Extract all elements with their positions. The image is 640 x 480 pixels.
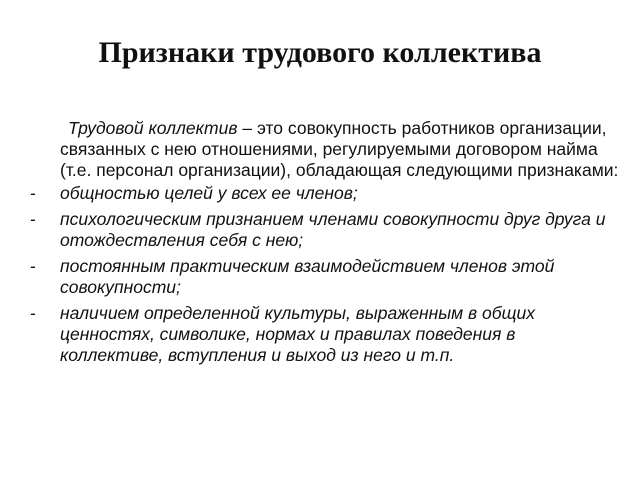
bullet-dash: - bbox=[30, 183, 36, 203]
list-item bbox=[32, 209, 622, 251]
bullet-dash: - bbox=[30, 256, 36, 276]
intro-paragraph bbox=[60, 118, 622, 181]
slide-body bbox=[32, 118, 622, 371]
list-item-text: наличием определенной культуры, выраженным в общих ценностях, символике, нормах и правилах поведения в коллективе, вступления и выход из него и т.п. bbox=[60, 303, 535, 365]
list-item-text: постоянным практическим взаимодействием членов этой совокупности; bbox=[60, 256, 555, 297]
intro-term: Трудовой коллектив bbox=[68, 118, 238, 138]
list-item bbox=[32, 256, 622, 298]
list-item bbox=[32, 183, 622, 204]
list-item-text: психологическим признанием членами совокупности друг друга и отождествления себя с нею; bbox=[60, 209, 606, 250]
bullet-dash: - bbox=[30, 209, 36, 229]
slide-title: Признаки трудового коллектива bbox=[98, 36, 542, 69]
list-item bbox=[32, 303, 622, 366]
feature-list bbox=[32, 183, 622, 366]
bullet-dash: - bbox=[30, 303, 36, 323]
intro-definition: – это совокупность работников организации, связанных с нею отношениями, регулируемыми договором найма (т.е. персонал организации), обладающая следующими признаками: bbox=[60, 118, 619, 180]
list-item-text: общностью целей у всех ее членов; bbox=[60, 183, 358, 203]
